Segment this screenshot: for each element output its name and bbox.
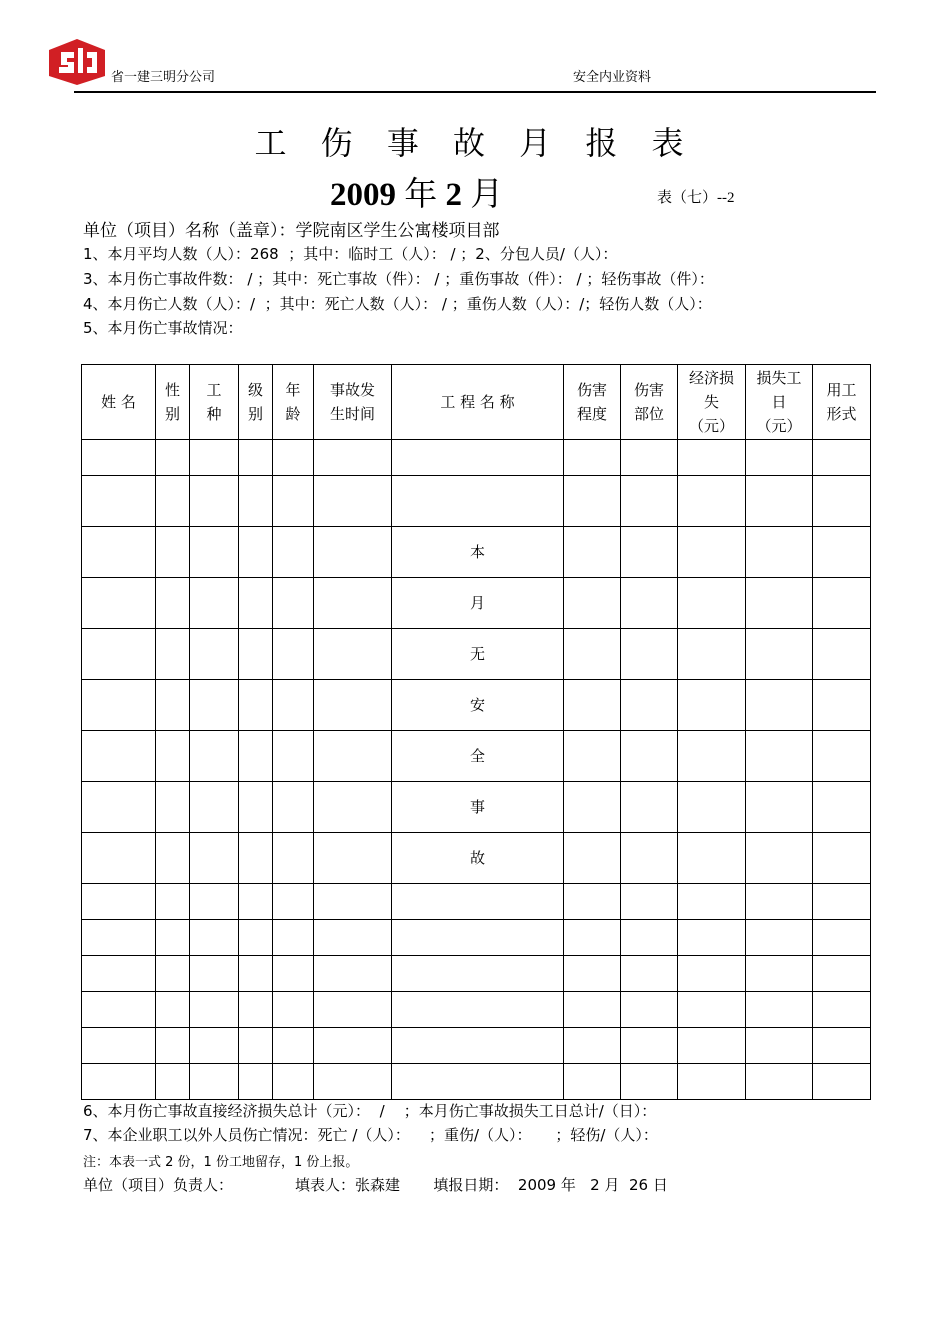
table-cell	[239, 884, 273, 920]
table-cell	[564, 920, 621, 956]
table-cell	[314, 956, 392, 992]
table-cell	[314, 1028, 392, 1064]
table-cell	[190, 782, 239, 833]
no-accident-note-char: 事	[392, 782, 564, 833]
table-cell	[564, 578, 621, 629]
no-accident-note-char: 安	[392, 680, 564, 731]
table-cell	[273, 956, 314, 992]
column-header-text: 别	[247, 405, 263, 423]
table-cell	[813, 629, 871, 680]
table-cell	[190, 1064, 239, 1100]
document-type: 安全内业资料	[573, 70, 652, 85]
table-cell	[678, 680, 746, 731]
table-cell	[621, 1028, 678, 1064]
table-cell	[156, 782, 190, 833]
table-cell	[239, 476, 273, 527]
table-cell	[813, 884, 871, 920]
table-cell	[621, 629, 678, 680]
table-cell	[156, 956, 190, 992]
table-cell	[273, 884, 314, 920]
column-header	[813, 365, 871, 440]
table-cell	[190, 629, 239, 680]
table-cell	[239, 1028, 273, 1064]
table-cell	[564, 956, 621, 992]
table-cell	[239, 782, 273, 833]
table-cell	[564, 833, 621, 884]
table-cell	[239, 527, 273, 578]
table-cell	[392, 1064, 564, 1100]
column-header-text: 事故发	[329, 381, 375, 399]
table-cell	[239, 920, 273, 956]
column-header-text: 工 程 名 称	[440, 393, 515, 411]
table-cell	[621, 731, 678, 782]
table-cell	[813, 833, 871, 884]
table-cell	[621, 833, 678, 884]
period-year-unit: 年	[404, 174, 438, 213]
info-line-5: 5、本月伤亡事故情况：	[83, 319, 243, 337]
table-cell	[813, 782, 871, 833]
table-cell	[314, 629, 392, 680]
table-cell	[82, 920, 156, 956]
table-cell	[621, 782, 678, 833]
table-cell	[746, 782, 813, 833]
table-cell	[82, 884, 156, 920]
no-accident-note-char: 无	[392, 629, 564, 680]
table-cell	[564, 1028, 621, 1064]
table-cell	[190, 920, 239, 956]
table-cell	[156, 833, 190, 884]
table-cell	[813, 476, 871, 527]
table-row	[82, 476, 871, 527]
table-cell	[156, 578, 190, 629]
table-cell	[621, 440, 678, 476]
table-cell	[621, 884, 678, 920]
table-cell	[190, 527, 239, 578]
table-cell	[273, 833, 314, 884]
table-cell	[239, 956, 273, 992]
table-cell	[314, 527, 392, 578]
period-month-unit: 月	[470, 174, 504, 213]
column-header	[82, 365, 156, 440]
report-period	[330, 168, 503, 215]
table-cell	[392, 884, 564, 920]
table-cell	[678, 527, 746, 578]
table-cell	[273, 527, 314, 578]
table-cell	[621, 992, 678, 1028]
table-cell	[190, 476, 239, 527]
table-cell	[678, 920, 746, 956]
column-header-text: 性	[164, 381, 180, 399]
table-cell	[314, 833, 392, 884]
table-cell	[273, 1028, 314, 1064]
table-row	[82, 833, 871, 884]
table-row	[82, 920, 871, 956]
table-cell	[156, 527, 190, 578]
table-row	[82, 1064, 871, 1100]
no-accident-note-char: 本	[392, 527, 564, 578]
no-accident-note-char: 月	[392, 578, 564, 629]
table-row	[82, 782, 871, 833]
table-cell	[621, 1064, 678, 1100]
table-cell	[156, 731, 190, 782]
table-cell	[678, 578, 746, 629]
column-header-text: 部位	[633, 405, 664, 423]
table-cell	[239, 578, 273, 629]
table-cell	[314, 440, 392, 476]
table-cell	[314, 782, 392, 833]
column-header-text: 生时间	[329, 405, 375, 423]
page-title: 工 伤 事 故 月 报 表	[254, 124, 696, 162]
table-cell	[314, 992, 392, 1028]
table-cell	[82, 1064, 156, 1100]
table-cell	[156, 680, 190, 731]
column-header-text: 程度	[576, 405, 607, 423]
table-cell	[239, 833, 273, 884]
table-cell	[746, 1028, 813, 1064]
table-cell	[678, 992, 746, 1028]
column-header-text: 用工	[826, 381, 857, 399]
table-cell	[746, 833, 813, 884]
table-cell	[392, 476, 564, 527]
table-cell	[314, 731, 392, 782]
table-cell	[392, 920, 564, 956]
table-cell	[678, 956, 746, 992]
info-line-4: 4、本月伤亡人数（人）：/ ；其中：死亡人数（人）： / ；重伤人数（人）：/；轻伤人数（人）：	[83, 295, 712, 313]
table-row	[82, 731, 871, 782]
unit-name-line: 单位（项目）名称（盖章）：学院南区学生公寓楼项目部	[83, 221, 500, 241]
column-header	[273, 365, 314, 440]
table-cell	[813, 440, 871, 476]
company-name: 省一建三明分公司	[111, 70, 216, 85]
table-cell	[314, 920, 392, 956]
table-cell	[273, 440, 314, 476]
table-row	[82, 956, 871, 992]
table-cell	[813, 1028, 871, 1064]
table-cell	[564, 440, 621, 476]
column-header	[392, 365, 564, 440]
table-cell	[273, 1064, 314, 1100]
table-cell	[314, 578, 392, 629]
table-cell	[392, 956, 564, 992]
table-cell	[564, 992, 621, 1028]
table-cell	[190, 731, 239, 782]
table-cell	[82, 527, 156, 578]
column-header-text: （元）	[756, 417, 802, 435]
table-cell	[190, 884, 239, 920]
table-cell	[273, 731, 314, 782]
column-header-text: 别	[164, 405, 180, 423]
table-cell	[746, 1064, 813, 1100]
table-cell	[746, 731, 813, 782]
table-cell	[678, 1028, 746, 1064]
table-cell	[813, 578, 871, 629]
table-cell	[314, 884, 392, 920]
table-cell	[621, 578, 678, 629]
column-header-text: （元）	[688, 417, 734, 435]
footer-line-7: 7、本企业职工以外人员伤亡情况：死亡 /（人）： ；重伤/（人）： ；轻伤/（人）：	[83, 1126, 658, 1144]
table-cell	[813, 956, 871, 992]
table-cell	[156, 884, 190, 920]
table-cell	[156, 440, 190, 476]
no-accident-note-char: 全	[392, 731, 564, 782]
company-logo-icon	[47, 38, 107, 86]
table-cell	[82, 992, 156, 1028]
column-header-text: 日	[771, 393, 787, 411]
table-cell	[678, 1064, 746, 1100]
table-cell	[314, 680, 392, 731]
header-divider	[74, 91, 876, 93]
column-header	[746, 365, 813, 440]
table-cell	[156, 1028, 190, 1064]
table-cell	[156, 1064, 190, 1100]
table-row	[82, 629, 871, 680]
table-cell	[273, 680, 314, 731]
table-cell	[746, 920, 813, 956]
table-cell	[813, 920, 871, 956]
table-cell	[564, 629, 621, 680]
table-cell	[273, 782, 314, 833]
table-cell	[82, 440, 156, 476]
column-header-text: 伤害	[633, 381, 664, 399]
table-cell	[273, 629, 314, 680]
column-header-text: 失	[703, 393, 719, 411]
table-row	[82, 992, 871, 1028]
table-cell	[621, 920, 678, 956]
table-cell	[678, 782, 746, 833]
table-cell	[239, 1064, 273, 1100]
table-cell	[746, 476, 813, 527]
footer-note: 注：本表一式 2 份，1 份工地留存，1 份上报。	[83, 1155, 359, 1170]
table-cell	[564, 527, 621, 578]
table-cell	[190, 1028, 239, 1064]
table-cell	[239, 680, 273, 731]
column-header	[564, 365, 621, 440]
table-cell	[156, 629, 190, 680]
column-header-text: 伤害	[576, 381, 607, 399]
table-cell	[239, 992, 273, 1028]
column-header-text: 经济损	[688, 369, 734, 387]
table-cell	[621, 527, 678, 578]
table-cell	[82, 833, 156, 884]
column-header-text: 年	[285, 381, 301, 399]
table-cell	[746, 680, 813, 731]
table-cell	[621, 680, 678, 731]
info-line-1: 1、本月平均人数（人）：268 ；其中：临时工（人）： / ；2、分包人员/（人）：	[83, 245, 618, 263]
column-header-text: 龄	[285, 405, 301, 423]
table-cell	[678, 884, 746, 920]
table-cell	[273, 920, 314, 956]
table-cell	[564, 476, 621, 527]
table-cell	[678, 629, 746, 680]
table-cell	[82, 578, 156, 629]
period-month: 2	[445, 177, 462, 213]
table-cell	[82, 1028, 156, 1064]
table-cell	[564, 782, 621, 833]
footer-line-6: 6、本月伤亡事故直接经济损失总计（元）： / ；本月伤亡事故损失工日总计/（日）：	[83, 1102, 657, 1120]
signoff-line: 单位（项目）负责人： 填表人：张森建 填报日期： 2009 年 2 月 26 日	[83, 1176, 668, 1194]
table-row	[82, 884, 871, 920]
table-cell	[239, 440, 273, 476]
column-header	[621, 365, 678, 440]
column-header-text: 姓 名	[101, 393, 136, 411]
table-cell	[813, 1064, 871, 1100]
table-cell	[746, 992, 813, 1028]
period-year: 2009	[330, 177, 396, 213]
table-cell	[621, 476, 678, 527]
column-header	[156, 365, 190, 440]
table-cell	[82, 476, 156, 527]
column-header-text: 形式	[826, 405, 857, 423]
table-body	[82, 440, 871, 1100]
form-number: 表（七）--2	[657, 190, 735, 206]
column-header	[678, 365, 746, 440]
table-cell	[190, 680, 239, 731]
table-row	[82, 578, 871, 629]
table-cell	[190, 440, 239, 476]
column-header-text: 损失工	[756, 369, 802, 387]
column-header	[314, 365, 392, 440]
table-header-row	[82, 365, 871, 440]
table-cell	[564, 680, 621, 731]
table-row	[82, 527, 871, 578]
table-cell	[273, 992, 314, 1028]
table-cell	[678, 833, 746, 884]
table-cell	[746, 629, 813, 680]
table-cell	[273, 476, 314, 527]
table-cell	[190, 833, 239, 884]
column-header	[239, 365, 273, 440]
table-cell	[190, 578, 239, 629]
column-header	[190, 365, 239, 440]
table-cell	[156, 920, 190, 956]
table-cell	[678, 440, 746, 476]
table-cell	[82, 731, 156, 782]
table-cell	[746, 527, 813, 578]
table-cell	[564, 884, 621, 920]
table-cell	[621, 956, 678, 992]
table-row	[82, 680, 871, 731]
table-cell	[746, 578, 813, 629]
column-header-text: 工	[206, 381, 222, 399]
table-cell	[813, 731, 871, 782]
table-cell	[678, 476, 746, 527]
table-row	[82, 440, 871, 476]
no-accident-note-char: 故	[392, 833, 564, 884]
table-cell	[392, 440, 564, 476]
table-cell	[746, 956, 813, 992]
table-cell	[273, 578, 314, 629]
table-cell	[190, 956, 239, 992]
table-cell	[678, 731, 746, 782]
column-header-text: 种	[206, 405, 222, 423]
table-cell	[82, 680, 156, 731]
accident-table	[81, 364, 871, 1100]
table-cell	[746, 440, 813, 476]
table-cell	[813, 680, 871, 731]
table-cell	[392, 992, 564, 1028]
table-cell	[82, 956, 156, 992]
table-cell	[314, 476, 392, 527]
table-cell	[156, 476, 190, 527]
column-header-text: 级	[247, 381, 263, 399]
table-cell	[82, 782, 156, 833]
table-cell	[813, 992, 871, 1028]
table-cell	[239, 731, 273, 782]
table-cell	[746, 884, 813, 920]
table-cell	[564, 1064, 621, 1100]
table-cell	[564, 731, 621, 782]
table-cell	[239, 629, 273, 680]
table-row	[82, 1028, 871, 1064]
table-cell	[156, 992, 190, 1028]
table-cell	[813, 527, 871, 578]
table-cell	[82, 629, 156, 680]
table-cell	[392, 1028, 564, 1064]
info-line-3: 3、本月伤亡事故件数： / ；其中：死亡事故（件）： / ；重伤事故（件）： / ；轻伤事故（件）：	[83, 270, 714, 288]
table-cell	[190, 992, 239, 1028]
table-cell	[314, 1064, 392, 1100]
